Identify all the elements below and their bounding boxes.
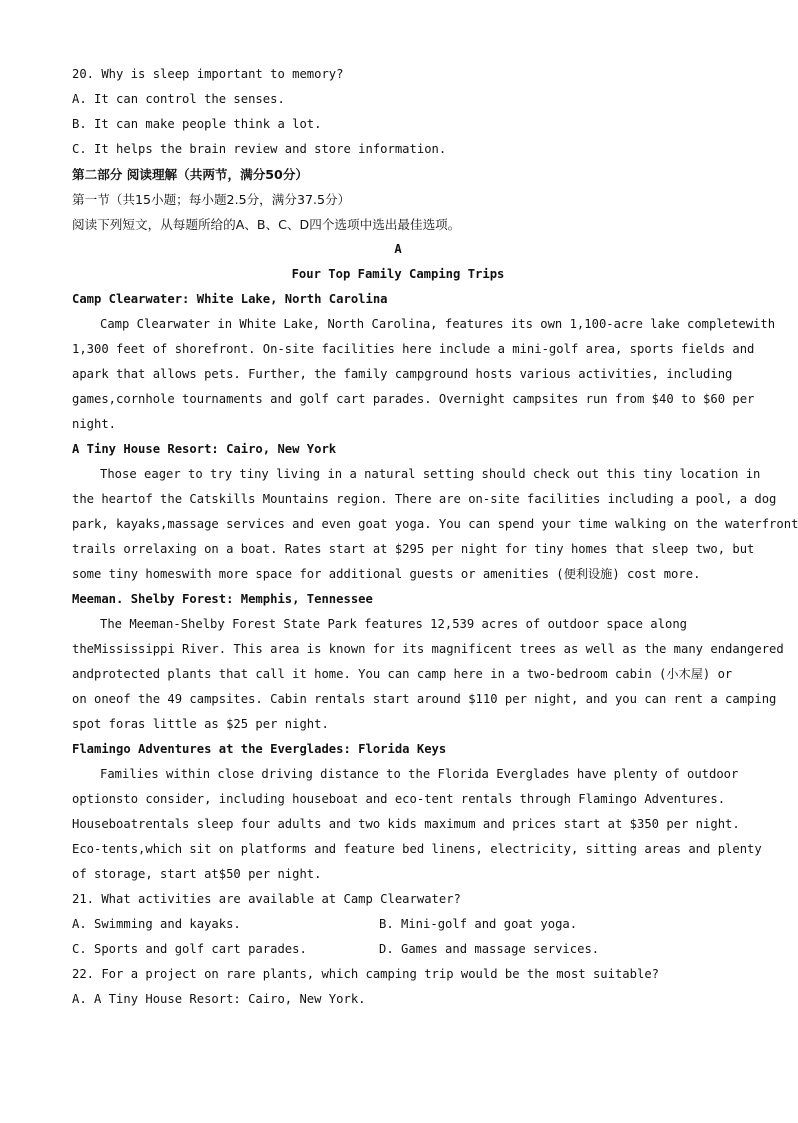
q21-option-b: B. Mini-golf and goat yoga.: [379, 917, 578, 931]
paragraph-line: theMississippi River. This area is known for its magnificent trees as well as the many endangered: [72, 642, 784, 656]
q21-options-row-2: [72, 937, 724, 962]
q21-option-d: D. Games and massage services.: [379, 942, 600, 956]
q20-option-c: C. It helps the brain review and store information.: [72, 142, 447, 156]
paragraph-line: optionsto consider, including houseboat and eco-tent rentals through Flamingo Adventures.: [72, 792, 726, 806]
camp-heading: Camp Clearwater: White Lake, North Carolina: [72, 292, 388, 306]
paragraph-line: 1,300 feet of shorefront. On-site facilities here include a mini-golf area, sports fields and: [72, 342, 755, 356]
paragraph-line: park, kayaks,massage services and even goat yoga. You can spend your time walking on the waterfront: [72, 517, 798, 531]
q22-question: 22. For a project on rare plants, which camping trip would be the most suitable?: [72, 967, 659, 981]
paragraph-line: Houseboatrentals sleep four adults and two kids maximum and prices start at $350 per night.: [72, 817, 740, 831]
camp-heading: Meeman. Shelby Forest: Memphis, Tennessee: [72, 592, 373, 606]
q20-option-b: B. It can make people think a lot.: [72, 117, 322, 131]
q22-option-a: A. A Tiny House Resort: Cairo, New York.: [72, 992, 366, 1006]
paragraph-line: Camp Clearwater in White Lake, North Carolina, features its own 1,100-acre lake completewith: [100, 317, 776, 331]
paragraph-line: The Meeman-Shelby Forest State Park features 12,539 acres of outdoor space along: [100, 617, 687, 631]
camp-heading: Flamingo Adventures at the Everglades: Florida Keys: [72, 742, 447, 756]
part2-heading: 第二部分 阅读理解（共两节，满分50分）: [72, 167, 309, 182]
paragraph-line: apark that allows pets. Further, the family campground hosts various activities, including: [72, 367, 733, 381]
camp-heading: A Tiny House Resort: Cairo, New York: [72, 442, 337, 456]
paragraph-line: andprotected plants that call it home. You can camp here in a two-bedroom cabin (小木屋) or: [72, 667, 733, 681]
q21-question: 21. What activities are available at Camp Clearwater?: [72, 892, 461, 906]
q21-options-row-1: [72, 912, 724, 937]
paragraph-line: Those eager to try tiny living in a natural setting should check out this tiny location in: [100, 467, 761, 481]
paragraph-line: on oneof the 49 campsites. Cabin rentals start around $110 per night, and you can rent a camping: [72, 692, 777, 706]
q21-option-c: C. Sports and golf cart parades.: [72, 942, 307, 956]
paragraph-line: Eco-tents,which sit on platforms and feature bed linens, electricity, sitting areas and plenty: [72, 842, 762, 856]
paragraph-line: the heartof the Catskills Mountains region. There are on-site facilities including a pool, a dog: [72, 492, 777, 506]
section1-heading: 第一节（共15小题；每小题2.5分，满分37.5分）: [72, 192, 351, 207]
passage-label: A: [394, 242, 402, 256]
paragraph-line: night.: [72, 417, 117, 431]
passage-title: Four Top Family Camping Trips: [291, 267, 505, 281]
instruction: 阅读下列短文，从每题所给的A、B、C、D四个选项中选出最佳选项。: [72, 217, 461, 232]
paragraph-line: Families within close driving distance to the Florida Everglades have plenty of outdoor: [100, 767, 739, 781]
paragraph-line: spot foras little as $25 per night.: [72, 717, 329, 731]
paragraph-line: trails orrelaxing on a boat. Rates start at $295 per night for tiny homes that sleep two, but: [72, 542, 755, 556]
q20-question: 20. Why is sleep important to memory?: [72, 67, 344, 81]
paragraph-line: of storage, start at$50 per night.: [72, 867, 322, 881]
exam-page: [72, 62, 798, 1012]
paragraph-line: games,cornhole tournaments and golf cart parades. Overnight campsites run from $40 to $60 per: [72, 392, 755, 406]
q20-option-a: A. It can control the senses.: [72, 92, 285, 106]
q21-option-a: A. Swimming and kayaks.: [72, 917, 241, 931]
paragraph-line: some tiny homeswith more space for additional guests or amenities (便利设施) cost more.: [72, 567, 701, 581]
